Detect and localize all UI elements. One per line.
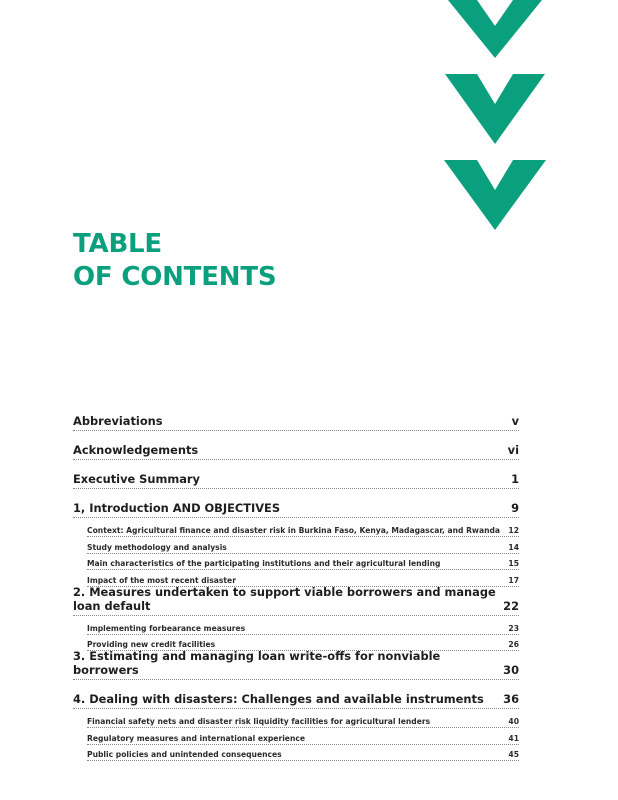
toc-subentry-label: Implementing forbearance measures: [87, 623, 246, 633]
title-line-2: OF CONTENTS: [73, 262, 277, 292]
toc-subentry-label: Main characteristics of the participating institutions and their agricultural lending: [87, 559, 441, 568]
toc-subentry[interactable]: [87, 713, 519, 728]
table-of-contents: [73, 408, 519, 761]
toc-subentry-page: 17: [508, 575, 519, 585]
toc-subentry[interactable]: [87, 522, 519, 537]
toc-entry[interactable]: [73, 466, 519, 489]
toc-subentry-page: 12: [508, 526, 519, 535]
toc-subentry-page: 14: [508, 542, 519, 552]
toc-entry-label: 1, Introduction AND OBJECTIVES: [73, 501, 281, 515]
toc-entry-page: 36: [503, 692, 519, 706]
toc-subentry-page: 40: [508, 717, 519, 726]
toc-entry[interactable]: [73, 584, 519, 616]
toc-subentry[interactable]: [87, 746, 519, 761]
toc-entry-label: 3. Estimating and managing loan write-offs for nonviable borrowers: [73, 649, 441, 677]
toc-entry-page: 30: [503, 663, 519, 677]
toc-entry-page: 22: [503, 598, 519, 613]
page-title: [73, 228, 276, 294]
toc-subentry-label: Regulatory measures and international experience: [87, 733, 306, 743]
green-chevrons-icon: [440, 0, 550, 232]
toc-subentry-label: Impact of the most recent disaster: [87, 575, 236, 585]
toc-subentry-page: 23: [508, 623, 519, 633]
toc-subentry-label: Context: Agricultural finance and disaster risk in Burkina Faso, Kenya, Madagascar, and Rwanda: [87, 526, 501, 535]
toc-subentry[interactable]: [87, 620, 519, 635]
toc-entry-page: vi: [507, 443, 519, 457]
toc-entry-label: Executive Summary: [73, 472, 200, 486]
toc-entry-label: 4. Dealing with disasters: Challenges and available instruments: [73, 692, 484, 706]
toc-subentry-label: Study methodology and analysis: [87, 542, 227, 552]
toc-entry[interactable]: [73, 437, 519, 460]
toc-entry-label: Abbreviations: [73, 414, 163, 428]
toc-entry[interactable]: [73, 686, 519, 709]
toc-entry-label: 2. Measures undertaken to support viable borrowers and manage loan default: [73, 584, 496, 613]
toc-entry-page: 9: [511, 501, 519, 515]
toc-subentry-label: Public policies and unintended consequences: [87, 750, 282, 759]
toc-entry[interactable]: [73, 408, 519, 431]
toc-entry[interactable]: [73, 649, 519, 680]
toc-subentry-page: 15: [508, 559, 519, 568]
toc-subentry-page: 41: [508, 733, 519, 743]
toc-subentry[interactable]: [87, 730, 519, 745]
toc-subentry-label: Providing new credit facilities: [87, 640, 216, 649]
toc-entry-label: Acknowledgements: [73, 443, 199, 457]
toc-entry[interactable]: [73, 495, 519, 518]
toc-entry-page: v: [511, 414, 519, 428]
title-line-1: TABLE: [73, 229, 162, 259]
toc-subentry[interactable]: [87, 539, 519, 554]
toc-entry-page: 1: [511, 472, 519, 486]
toc-subentry-page: 45: [508, 750, 519, 759]
toc-subentry-label: Financial safety nets and disaster risk liquidity facilities for agricultural lenders: [87, 717, 431, 726]
toc-subentry[interactable]: [87, 555, 519, 570]
toc-subentry-page: 26: [508, 640, 519, 649]
